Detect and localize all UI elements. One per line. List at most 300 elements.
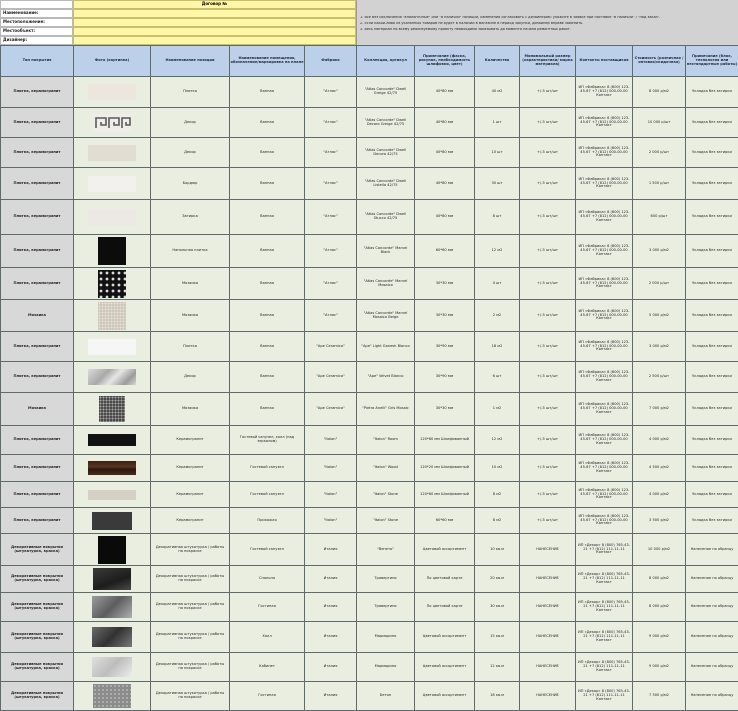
notes-block[interactable] (356, 0, 738, 45)
cell-contact[interactable] (576, 482, 633, 508)
column-header-factory[interactable]: Фабрика (305, 46, 357, 77)
cell-collection[interactable] (357, 200, 415, 235)
cell-factory[interactable] (305, 332, 357, 362)
table-row[interactable] (1, 566, 738, 593)
cell-collection[interactable] (357, 300, 415, 332)
cell-collection[interactable] (357, 168, 415, 200)
cell-factory[interactable] (305, 534, 357, 566)
cell-size[interactable] (520, 200, 576, 235)
cell-factory[interactable] (305, 455, 357, 482)
column-header-size[interactable]: Минимальный размер (характеристики/ марка материала) (520, 46, 576, 77)
cell-photo[interactable] (74, 332, 151, 362)
cell-note[interactable] (415, 362, 475, 393)
cell-remark[interactable] (686, 593, 738, 622)
cell-price[interactable] (633, 482, 686, 508)
cell-size[interactable] (520, 508, 576, 534)
cell-type[interactable] (1, 300, 74, 332)
table-row[interactable] (1, 332, 738, 362)
table-row[interactable] (1, 268, 738, 300)
cell-type[interactable] (1, 362, 74, 393)
cell-photo[interactable] (74, 482, 151, 508)
cell-collection[interactable] (357, 622, 415, 653)
cell-photo[interactable] (74, 200, 151, 235)
cell-text: 12 кв.м (475, 665, 519, 669)
cell-qty[interactable] (475, 235, 520, 268)
info-label[interactable]: Местообъект: (0, 27, 73, 36)
cell-note[interactable] (415, 200, 475, 235)
cell-note[interactable] (415, 682, 475, 711)
cell-remark[interactable] (686, 300, 738, 332)
cell-size[interactable] (520, 482, 576, 508)
cell-photo[interactable] (74, 362, 151, 393)
table-row[interactable] (1, 362, 738, 393)
cell-type[interactable] (1, 77, 74, 108)
cell-name[interactable] (151, 393, 230, 426)
cell-note[interactable] (415, 108, 475, 138)
cell-qty[interactable] (475, 138, 520, 168)
cell-size[interactable] (520, 622, 576, 653)
cell-photo[interactable] (74, 566, 151, 593)
cell-name[interactable] (151, 268, 230, 300)
material-photo (88, 209, 136, 225)
cell-type[interactable] (1, 332, 74, 362)
cell-note[interactable] (415, 566, 475, 593)
cell-collection[interactable] (357, 566, 415, 593)
cell-collection[interactable] (357, 77, 415, 108)
cell-size[interactable] (520, 426, 576, 455)
cell-size[interactable] (520, 77, 576, 108)
cell-remark[interactable] (686, 426, 738, 455)
cell-remark[interactable] (686, 268, 738, 300)
cell-contact[interactable] (576, 455, 633, 482)
cell-photo[interactable] (74, 534, 151, 566)
cell-qty[interactable] (475, 534, 520, 566)
info-label[interactable]: Местоположение: (0, 18, 73, 27)
cell-qty[interactable] (475, 168, 520, 200)
cell-name[interactable] (151, 653, 230, 682)
cell-text: Плитка, керамогранит (1, 151, 73, 155)
cell-remark[interactable] (686, 332, 738, 362)
cell-photo[interactable] (74, 508, 151, 534)
cell-remark[interactable] (686, 77, 738, 108)
cell-remark[interactable] (686, 108, 738, 138)
cell-contact[interactable] (576, 300, 633, 332)
cell-remark[interactable] (686, 566, 738, 593)
cell-contact[interactable] (576, 362, 633, 393)
cell-factory[interactable] (305, 653, 357, 682)
cell-qty[interactable] (475, 682, 520, 711)
cell-type[interactable] (1, 566, 74, 593)
cell-note[interactable] (415, 622, 475, 653)
cell-note[interactable] (415, 77, 475, 108)
cell-type[interactable] (1, 168, 74, 200)
cell-room[interactable] (230, 534, 305, 566)
cell-room[interactable] (230, 482, 305, 508)
cell-factory[interactable] (305, 200, 357, 235)
title-label-cell[interactable] (0, 0, 73, 9)
cell-type[interactable] (1, 200, 74, 235)
cell-size[interactable] (520, 653, 576, 682)
cell-name[interactable] (151, 138, 230, 168)
cell-contact[interactable] (576, 534, 633, 566)
table-row[interactable] (1, 653, 738, 682)
column-header-type[interactable]: Тип покрытия (1, 46, 74, 77)
cell-contact[interactable] (576, 138, 633, 168)
cell-name[interactable] (151, 508, 230, 534)
cell-type[interactable] (1, 393, 74, 426)
cell-type[interactable] (1, 593, 74, 622)
cell-price[interactable] (633, 138, 686, 168)
cell-factory[interactable] (305, 508, 357, 534)
cell-room[interactable] (230, 235, 305, 268)
cell-qty[interactable] (475, 622, 520, 653)
cell-price[interactable] (633, 534, 686, 566)
cell-contact[interactable] (576, 426, 633, 455)
cell-room[interactable] (230, 138, 305, 168)
cell-contact[interactable] (576, 593, 633, 622)
cell-collection[interactable] (357, 653, 415, 682)
cell-size[interactable] (520, 108, 576, 138)
cell-note[interactable] (415, 593, 475, 622)
cell-room[interactable] (230, 362, 305, 393)
cell-remark[interactable] (686, 455, 738, 482)
cell-price[interactable] (633, 508, 686, 534)
cell-collection[interactable] (357, 235, 415, 268)
cell-collection[interactable] (357, 362, 415, 393)
cell-price[interactable] (633, 653, 686, 682)
cell-type[interactable] (1, 508, 74, 534)
cell-price[interactable] (633, 300, 686, 332)
cell-factory[interactable] (305, 268, 357, 300)
cell-room[interactable] (230, 455, 305, 482)
column-header-room[interactable]: Наименование помещения, обозначение/маркировка на плане (230, 46, 305, 77)
cell-name[interactable] (151, 426, 230, 455)
cell-remark[interactable] (686, 362, 738, 393)
cell-qty[interactable] (475, 653, 520, 682)
cell-room[interactable] (230, 393, 305, 426)
cell-contact[interactable] (576, 508, 633, 534)
cell-note[interactable] (415, 534, 475, 566)
cell-remark[interactable] (686, 393, 738, 426)
cell-type[interactable] (1, 534, 74, 566)
table-row[interactable] (1, 235, 738, 268)
cell-room[interactable] (230, 168, 305, 200)
cell-photo[interactable] (74, 138, 151, 168)
cell-note[interactable] (415, 300, 475, 332)
cell-photo[interactable] (74, 393, 151, 426)
cell-type[interactable] (1, 622, 74, 653)
cell-collection[interactable] (357, 268, 415, 300)
cell-note[interactable] (415, 653, 475, 682)
cell-type[interactable] (1, 268, 74, 300)
cell-room[interactable] (230, 622, 305, 653)
cell-size[interactable] (520, 332, 576, 362)
cell-remark[interactable] (686, 534, 738, 566)
cell-note[interactable] (415, 455, 475, 482)
cell-type[interactable] (1, 235, 74, 268)
cell-factory[interactable] (305, 108, 357, 138)
cell-type[interactable] (1, 682, 74, 711)
column-header-remark[interactable]: Примечание (блок, технология или нестандартные работы) (686, 46, 738, 77)
table-row[interactable] (1, 77, 738, 108)
cell-qty[interactable] (475, 455, 520, 482)
cell-collection[interactable] (357, 393, 415, 426)
cell-price[interactable] (633, 200, 686, 235)
cell-factory[interactable] (305, 566, 357, 593)
cell-name[interactable] (151, 622, 230, 653)
cell-note[interactable] (415, 482, 475, 508)
cell-contact[interactable] (576, 77, 633, 108)
cell-name[interactable] (151, 482, 230, 508)
cell-remark[interactable] (686, 200, 738, 235)
cell-qty[interactable] (475, 77, 520, 108)
cell-qty[interactable] (475, 362, 520, 393)
cell-qty[interactable] (475, 566, 520, 593)
cell-type[interactable] (1, 138, 74, 168)
cell-contact[interactable] (576, 168, 633, 200)
cell-factory[interactable] (305, 138, 357, 168)
cell-price[interactable] (633, 566, 686, 593)
cell-contact[interactable] (576, 200, 633, 235)
cell-photo[interactable] (74, 235, 151, 268)
cell-factory[interactable] (305, 622, 357, 653)
cell-size[interactable] (520, 138, 576, 168)
table-row[interactable] (1, 300, 738, 332)
cell-type[interactable] (1, 108, 74, 138)
info-value[interactable] (73, 36, 356, 45)
cell-photo[interactable] (74, 168, 151, 200)
cell-collection[interactable] (357, 108, 415, 138)
cell-contact[interactable] (576, 622, 633, 653)
column-header-qty[interactable]: Количество (475, 46, 520, 77)
cell-type[interactable] (1, 426, 74, 455)
cell-room[interactable] (230, 200, 305, 235)
cell-price[interactable] (633, 593, 686, 622)
cell-qty[interactable] (475, 393, 520, 426)
cell-factory[interactable] (305, 300, 357, 332)
column-header-collection[interactable]: Коллекция, артикул (357, 46, 415, 77)
cell-price[interactable] (633, 268, 686, 300)
table-row[interactable] (1, 138, 738, 168)
cell-collection[interactable] (357, 138, 415, 168)
cell-room[interactable] (230, 566, 305, 593)
cell-qty[interactable] (475, 300, 520, 332)
cell-size[interactable] (520, 362, 576, 393)
cell-factory[interactable] (305, 593, 357, 622)
cell-name[interactable] (151, 566, 230, 593)
cell-remark[interactable] (686, 653, 738, 682)
cell-collection[interactable] (357, 593, 415, 622)
cell-contact[interactable] (576, 566, 633, 593)
cell-photo[interactable] (74, 77, 151, 108)
cell-price[interactable] (633, 332, 686, 362)
cell-name[interactable] (151, 455, 230, 482)
table-row[interactable] (1, 682, 738, 711)
cell-factory[interactable] (305, 77, 357, 108)
table-row[interactable] (1, 108, 738, 138)
cell-size[interactable] (520, 168, 576, 200)
cell-collection[interactable] (357, 534, 415, 566)
cell-price[interactable] (633, 426, 686, 455)
cell-factory[interactable] (305, 426, 357, 455)
cell-collection[interactable] (357, 455, 415, 482)
cell-qty[interactable] (475, 482, 520, 508)
table-row[interactable] (1, 455, 738, 482)
cell-name[interactable] (151, 168, 230, 200)
table-row[interactable] (1, 622, 738, 653)
column-header-note[interactable]: Примечание (фаска, рисунок, необходимость шлифовки, цвет) (415, 46, 475, 77)
cell-photo[interactable] (74, 426, 151, 455)
info-label[interactable]: Дизайнер: (0, 36, 73, 45)
cell-note[interactable] (415, 426, 475, 455)
contract-title[interactable]: Договор № (73, 0, 356, 9)
cell-note[interactable] (415, 268, 475, 300)
info-value[interactable] (73, 27, 356, 36)
cell-room[interactable] (230, 77, 305, 108)
cell-name[interactable] (151, 77, 230, 108)
column-header-price[interactable]: Стоимость (розничная / оптовая/скидочная) (633, 46, 686, 77)
cell-name[interactable] (151, 593, 230, 622)
cell-type[interactable] (1, 653, 74, 682)
cell-remark[interactable] (686, 482, 738, 508)
cell-name[interactable] (151, 534, 230, 566)
cell-room[interactable] (230, 300, 305, 332)
cell-note[interactable] (415, 508, 475, 534)
cell-room[interactable] (230, 426, 305, 455)
cell-qty[interactable] (475, 426, 520, 455)
cell-photo[interactable] (74, 682, 151, 711)
cell-qty[interactable] (475, 108, 520, 138)
cell-name[interactable] (151, 108, 230, 138)
cell-photo[interactable] (74, 300, 151, 332)
cell-note[interactable] (415, 393, 475, 426)
cell-room[interactable] (230, 268, 305, 300)
table-row[interactable] (1, 593, 738, 622)
cell-contact[interactable] (576, 108, 633, 138)
table-row[interactable] (1, 508, 738, 534)
table-row[interactable] (1, 200, 738, 235)
cell-room[interactable] (230, 653, 305, 682)
cell-name[interactable] (151, 200, 230, 235)
cell-room[interactable] (230, 593, 305, 622)
table-row[interactable] (1, 482, 738, 508)
cell-qty[interactable] (475, 508, 520, 534)
cell-room[interactable] (230, 108, 305, 138)
cell-note[interactable] (415, 138, 475, 168)
cell-factory[interactable] (305, 682, 357, 711)
cell-remark[interactable] (686, 508, 738, 534)
cell-type[interactable] (1, 455, 74, 482)
table-row[interactable] (1, 393, 738, 426)
cell-price[interactable] (633, 682, 686, 711)
cell-note[interactable] (415, 168, 475, 200)
cell-collection[interactable] (357, 508, 415, 534)
cell-remark[interactable] (686, 138, 738, 168)
cell-photo[interactable] (74, 268, 151, 300)
cell-remark[interactable] (686, 235, 738, 268)
cell-collection[interactable] (357, 426, 415, 455)
cell-size[interactable] (520, 455, 576, 482)
cell-qty[interactable] (475, 593, 520, 622)
cell-contact[interactable] (576, 268, 633, 300)
cell-size[interactable] (520, 534, 576, 566)
cell-size[interactable] (520, 300, 576, 332)
cell-size[interactable] (520, 235, 576, 268)
cell-contact[interactable] (576, 393, 633, 426)
cell-price[interactable] (633, 455, 686, 482)
cell-photo[interactable] (74, 622, 151, 653)
cell-size[interactable] (520, 682, 576, 711)
column-header-contact[interactable]: Контакты поставщиков (576, 46, 633, 77)
cell-collection[interactable] (357, 332, 415, 362)
cell-size[interactable] (520, 593, 576, 622)
column-header-photo[interactable]: Фото (картинка) (74, 46, 151, 77)
cell-factory[interactable] (305, 168, 357, 200)
cell-remark[interactable] (686, 168, 738, 200)
cell-name[interactable] (151, 682, 230, 711)
cell-price[interactable] (633, 108, 686, 138)
cell-price[interactable] (633, 393, 686, 426)
cell-room[interactable] (230, 332, 305, 362)
cell-size[interactable] (520, 268, 576, 300)
cell-qty[interactable] (475, 332, 520, 362)
cell-photo[interactable] (74, 593, 151, 622)
cell-contact[interactable] (576, 235, 633, 268)
cell-name[interactable] (151, 332, 230, 362)
cell-remark[interactable] (686, 682, 738, 711)
cell-size[interactable] (520, 393, 576, 426)
info-value[interactable] (73, 18, 356, 27)
cell-price[interactable] (633, 235, 686, 268)
table-row[interactable] (1, 534, 738, 566)
cell-collection[interactable] (357, 682, 415, 711)
cell-name[interactable] (151, 300, 230, 332)
cell-price[interactable] (633, 168, 686, 200)
cell-note[interactable] (415, 332, 475, 362)
cell-photo[interactable] (74, 455, 151, 482)
cell-qty[interactable] (475, 268, 520, 300)
cell-photo[interactable] (74, 653, 151, 682)
cell-collection[interactable] (357, 482, 415, 508)
cell-contact[interactable] (576, 682, 633, 711)
cell-text: 30*90 мм (415, 345, 474, 349)
cell-photo[interactable] (74, 108, 151, 138)
column-header-name[interactable]: Наименование позиции (151, 46, 230, 77)
cell-price[interactable] (633, 622, 686, 653)
cell-factory[interactable] (305, 482, 357, 508)
cell-factory[interactable] (305, 393, 357, 426)
cell-size[interactable] (520, 566, 576, 593)
cell-name[interactable] (151, 362, 230, 393)
cell-qty[interactable] (475, 200, 520, 235)
cell-type[interactable] (1, 482, 74, 508)
cell-note[interactable] (415, 235, 475, 268)
cell-contact[interactable] (576, 332, 633, 362)
cell-remark[interactable] (686, 622, 738, 653)
cell-price[interactable] (633, 362, 686, 393)
table-row[interactable] (1, 168, 738, 200)
cell-name[interactable] (151, 235, 230, 268)
info-value[interactable] (73, 9, 356, 18)
cell-room[interactable] (230, 508, 305, 534)
cell-contact[interactable] (576, 653, 633, 682)
cell-price[interactable] (633, 77, 686, 108)
cell-factory[interactable] (305, 235, 357, 268)
info-label[interactable]: Наименование: (0, 9, 73, 18)
cell-room[interactable] (230, 682, 305, 711)
table-row[interactable] (1, 426, 738, 455)
cell-factory[interactable] (305, 362, 357, 393)
